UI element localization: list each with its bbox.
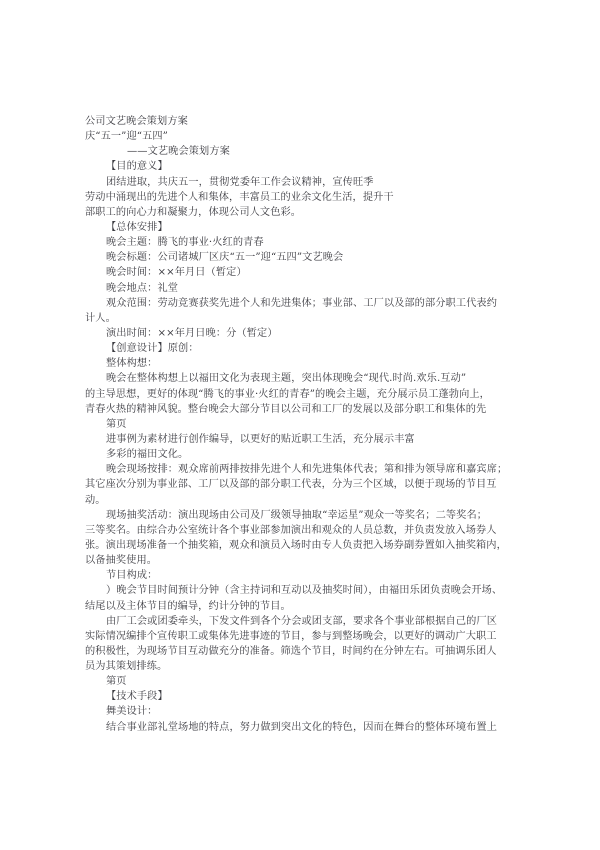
- body-text-line: 三等奖名。由综合办公室统计各个事业部参加演出和观众的人员总数，并负责发放入场券人: [85, 524, 497, 536]
- body-text-line: 进事例为素材进行创作编导，以更好的贴近职工生活，充分展示丰富: [106, 433, 415, 445]
- document-subtitle-line: ——文艺晚会策划方案: [127, 146, 230, 158]
- document-section: [85, 689, 517, 734]
- body-text-line: 晚会时间：××年月日（暂定）: [106, 267, 247, 279]
- document-section: [85, 341, 517, 689]
- body-text-line: 晚会在整体构想上以福田文化为表现主题，突出体现晚会“现代.时尚.欢乐.互动”: [106, 373, 467, 385]
- body-text-line: 青春火热的精神风貌。整台晚会大部分节目以公司和工厂的发展以及部分职工和集体的先: [85, 403, 487, 415]
- document-title-block: [85, 114, 517, 159]
- body-text-line: 团结进取，共庆五一，贯彻党委年工作会议精神，宣传旺季: [106, 176, 374, 188]
- document-section: [85, 220, 517, 341]
- body-text-line: 张。演出现场准备一个抽奖箱，观众和演员入场时由专人负责把入场券副券置如入抽奖箱内，: [85, 539, 507, 551]
- body-text-line: 员为其策划排练。: [85, 661, 168, 673]
- body-text-line: 的主导思想，更好的体现“腾飞的事业·火红的青春”的晚会主题，充分展示员工蓬勃向上，: [85, 388, 490, 400]
- body-text-line: 整体构想：: [106, 358, 158, 370]
- body-text-line: 实际情况编排个宣传职工或集体先进事迹的节目，参与到整场晚会，以更好的调动广大职工: [85, 630, 497, 642]
- body-text-line: 第页: [106, 676, 127, 688]
- section-heading: 【总体安排】: [106, 221, 168, 233]
- body-text-line: 舞美设计：: [106, 706, 158, 718]
- document-subtitle-line: 庆“五一”迎“五四”: [85, 131, 168, 143]
- body-text-line: 现场抽奖活动：演出现场由公司及厂级领导抽取“幸运星”观众一等奖名；二等奖名；: [106, 509, 488, 521]
- body-text-line: 多彩的福田文化。: [106, 449, 189, 461]
- section-heading: 【技术手段】: [106, 691, 168, 703]
- section-heading: 【创意设计】原创：: [106, 343, 199, 355]
- body-text-line: 结合事业部礼堂场地的特点，努力做到突出文化的特色，因而在舞台的整体环境布置上: [106, 721, 497, 733]
- body-text-line: 劳动中涌现出的先进个人和集体，丰富员工的业余文化生活，提升干: [85, 191, 394, 203]
- body-text-line: ）晚会节目时间预计分钟（含主持词和互动以及抽奖时间），由福田乐团负责晚会开场、: [106, 585, 503, 597]
- section-heading: 【目的意义】: [106, 161, 168, 173]
- body-text-line: 的积极性，为现场节目互动做充分的准备。筛选个节目，时间约在分钟左右。可抽调乐团人: [85, 645, 497, 657]
- body-text-line: 计人。: [85, 312, 116, 324]
- document-section: [85, 159, 517, 220]
- body-text-line: 节目构成：: [106, 570, 158, 582]
- body-text-line: 动。: [85, 494, 106, 506]
- body-text-line: 由厂工会或团委牵头，下发文件到各个分会或团支部，要求各个事业部根据自己的厂区: [106, 615, 497, 627]
- body-text-line: 以备抽奖使用。: [85, 555, 158, 567]
- body-text-line: 观众范围：劳动竞赛获奖先进个人和先进集体；事业部、工厂以及部的部分职工代表约: [106, 297, 497, 309]
- body-text-line: 其它座次分别为事业部、工厂以及部的部分职工代表，分为三个区域，以便于现场的节目互: [85, 479, 497, 491]
- body-text-line: 晚会地点：礼堂: [106, 282, 179, 294]
- body-text-line: 第页: [106, 418, 127, 430]
- body-text-line: 结尾以及主体节目的编导，约计分钟的节目。: [85, 600, 291, 612]
- document-title: 公司文艺晚会策划方案: [85, 116, 188, 127]
- body-text-line: 晚会现场按排：观众席前两排按排先进个人和先进集体代表；第和排为领导席和嘉宾席；: [106, 464, 508, 476]
- document-text-body: [85, 114, 517, 735]
- body-text-line: 晚会主题：腾飞的事业·火红的青春: [106, 237, 264, 249]
- body-text-line: 演出时间：××年月日晚：分（暂定）: [106, 327, 278, 339]
- body-text-line: 晚会标题：公司诸城厂区庆“五一”迎“五四”文艺晚会: [106, 252, 344, 264]
- body-text-line: 部职工的向心力和凝聚力，体现公司人文色彩。: [85, 206, 302, 218]
